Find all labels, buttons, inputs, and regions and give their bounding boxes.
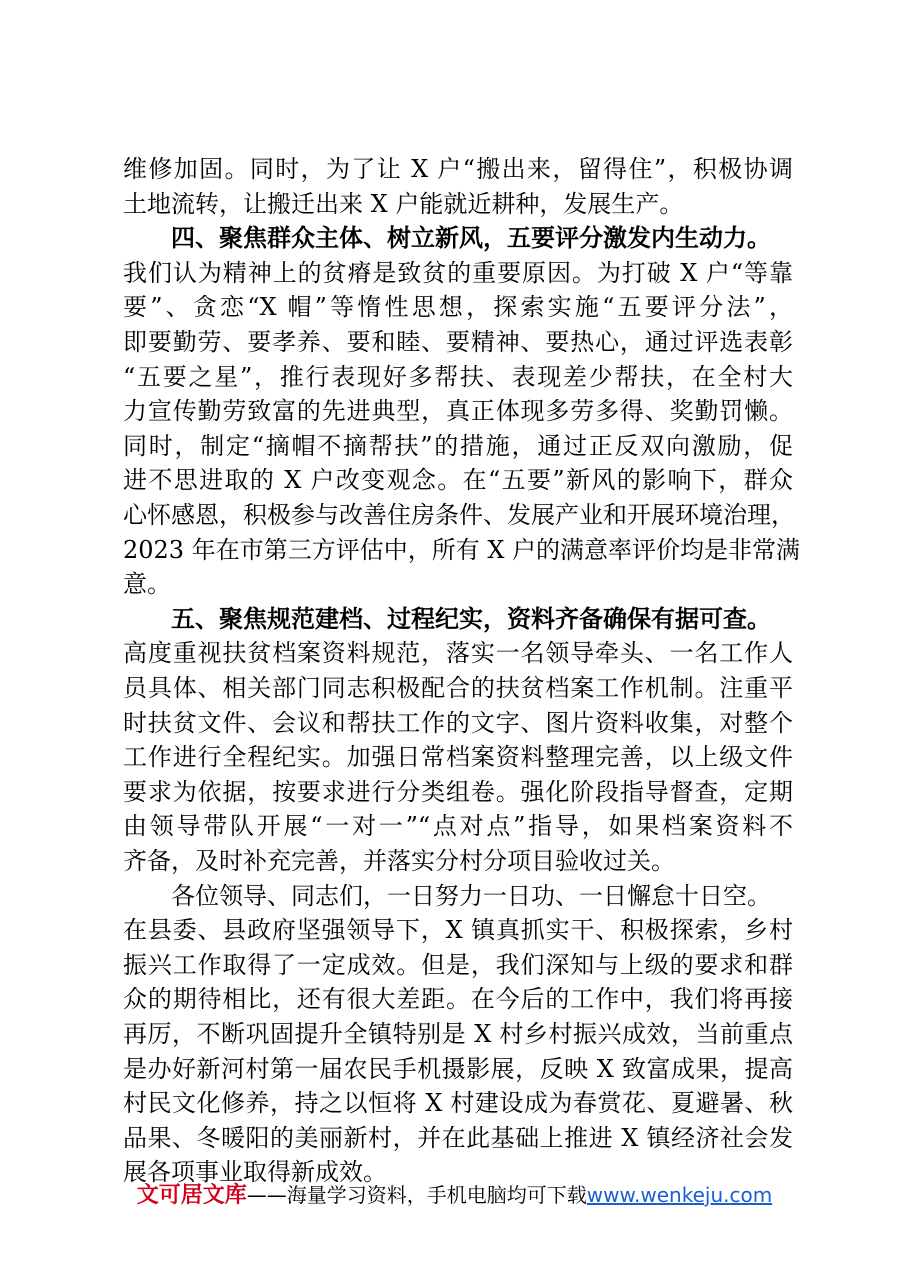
paragraph-line: “五要之星”，推行表现好多帮扶、表现差少帮扶，在全村大 [123, 362, 793, 391]
paragraph-line: 在县委、县政府坚强领导下，X 镇真抓实干、积极探索，乡村 [123, 916, 793, 945]
paragraph-line: 众的期待相比，还有很大差距。在今后的工作中，我们将再接 [123, 985, 793, 1014]
paragraph-line: 2023 年在市第三方评估中，所有 X 户的满意率评价均是非常满 [123, 535, 801, 564]
paragraph-line: 村民文化修养，持之以恒将 X 村建设成为春赏花、夏避暑、秋 [123, 1089, 793, 1118]
paragraph-line: 振兴工作取得了一定成效。但是，我们深知与上级的要求和群 [123, 950, 793, 979]
paragraph-line: 维修加固。同时，为了让 X 户“搬出来，留得住”，积极协调 [123, 155, 793, 183]
paragraph-line: 进不思进取的 X 户改变观念。在“五要”新风的影响下，群众 [123, 466, 793, 495]
paragraph-line: 再厉，不断巩固提升全镇特别是 X 村乡村振兴成效，当前重点 [123, 1020, 793, 1048]
paragraph-line: 齐备，及时补充完善，并落实分村分项目验收过关。 [123, 847, 675, 875]
paragraph-line: 即要勤劳、要孝养、要和睦、要精神、要热心，通过评选表彰 [123, 328, 793, 356]
paragraph-line: 工作进行全程纪实。加强日常档案资料整理完善，以上级文件 [123, 743, 793, 772]
paragraph-line: 要求为依据，按要求进行分类组卷。强化阶段指导督查，定期 [123, 777, 793, 806]
paragraph-line: 力宣传勤劳致富的先进典型，真正体现多劳多得、奖勤罚懒。 [123, 397, 793, 426]
footer-banner [0, 1180, 909, 1211]
paragraph-line: 是办好新河村第一届农民手机摄影展，反映 X 致富成果，提高 [123, 1054, 793, 1083]
paragraph-line: 由领导带队开展“一对一”“点对点”指导，如果档案资料不 [123, 812, 793, 841]
paragraph-line: 员具体、相关部门同志积极配合的扶贫档案工作机制。注重平 [123, 674, 793, 702]
paragraph-line: 要”、贪恋“X 帽”等惰性思想，探索实施“五要评分法”， [123, 293, 793, 322]
paragraph-line: 土地流转，让搬迁出来 X 户能就近耕种，发展生产。 [123, 189, 684, 218]
paragraph-line: 展各项事业取得新成效。 [123, 1158, 387, 1187]
paragraph-line: 意。 [123, 570, 171, 599]
paragraph-line: 时扶贫文件、会议和帮扶工作的文字、图片资料收集，对整个 [123, 708, 793, 737]
paragraph-line: 各位领导、同志们，一日努力一日功、一日懈怠十日空。 [171, 881, 771, 910]
paragraph-line: 同时，制定“摘帽不摘帮扶”的措施，通过正反双向激励，促 [123, 431, 793, 460]
paragraph-line: 品果、冬暖阳的美丽新村，并在此基础上推进 X 镇经济社会发 [123, 1123, 793, 1152]
section-heading: 五、聚焦规范建档、过程纪实，资料齐备确保有据可查。 [171, 603, 771, 633]
section-heading: 四、聚焦群众主体、树立新风，五要评分激发内生动力。 [171, 223, 771, 253]
paragraph-line: 我们认为精神上的贫瘠是致贫的重要原因。为打破 X 户“等靠 [123, 258, 793, 287]
footer-tagline: ——海量学习资料，手机电脑均可下载 [246, 1183, 587, 1207]
footer-brand: 文可居文库 [136, 1183, 247, 1208]
paragraph-line: 高度重视扶贫档案资料规范，落实一名领导牵头、一名工作人 [123, 639, 793, 668]
paragraph-line: 心怀感恩，积极参与改善住房条件、发展产业和开展环境治理， [123, 501, 795, 529]
footer-url-link[interactable]: www.wenkeju.com [586, 1183, 773, 1207]
